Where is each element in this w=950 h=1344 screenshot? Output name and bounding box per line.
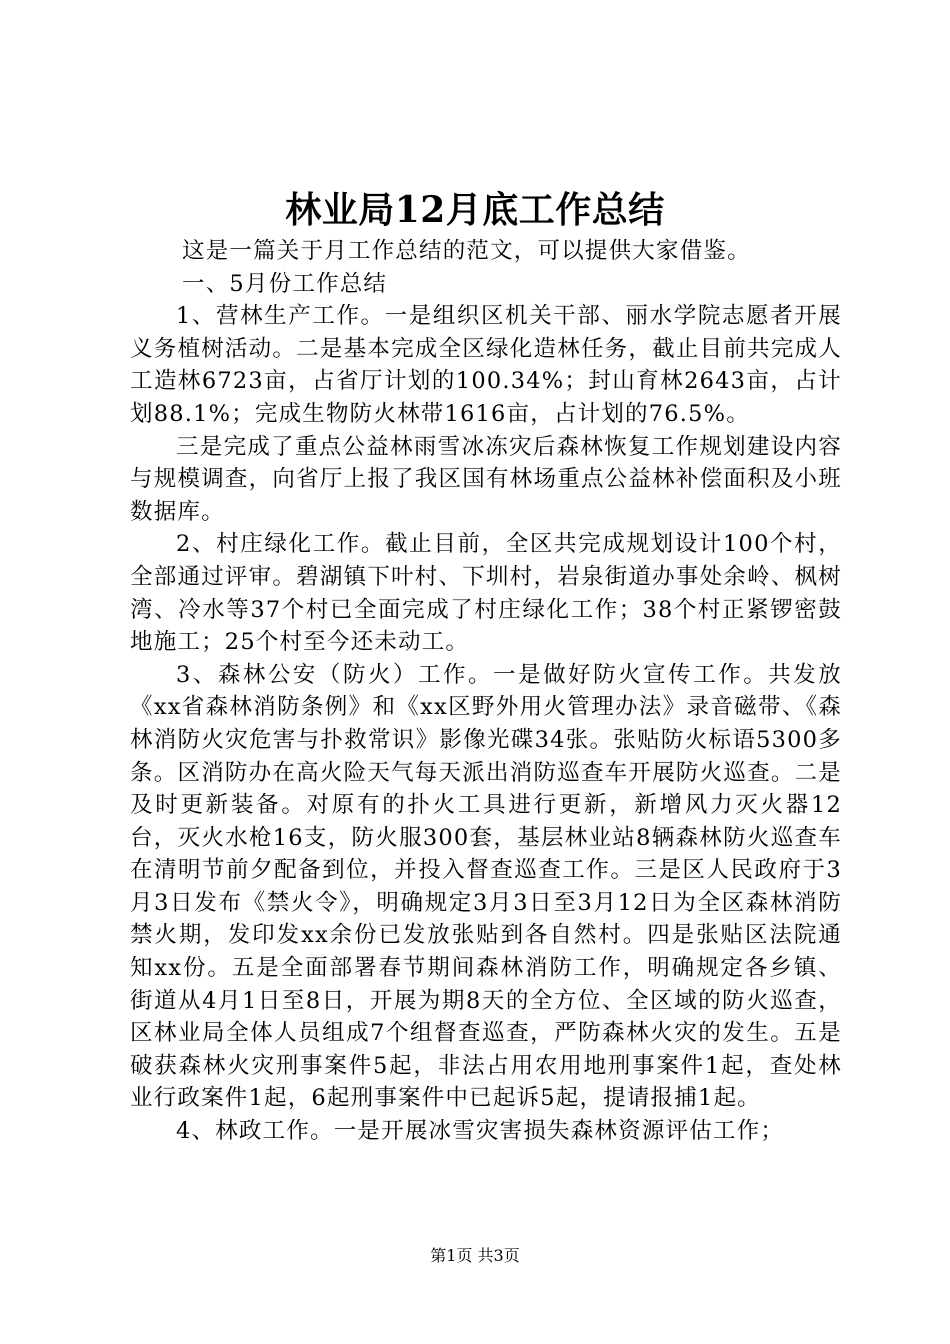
intro-paragraph: 这是一篇关于月工作总结的范文，可以提供大家借鉴。 [182,238,751,264]
document-title: 林业局12月底工作总结 [285,189,665,231]
body-paragraph-2: 三是完成了重点公益林雨雪冰冻灾后森林恢复工作规划建设内容与规模调查，向省厅上报了我区国有林场重点公益林补偿面积及小班数据库。 [130,433,842,525]
body-paragraph-4: 3、森林公安（防火）工作。一是做好防火宣传工作。共发放《xx省森林消防条例》和《xx区野外用火管理办法》录音磁带、《森林消防火灾危害与扑救常识》影像光碟34张。张贴防火标语5300多条。区消防办在高火险天气每天派出消防巡查车开展防火巡查。二是及时更新装备。对原有的扑火工具进行更新，新增风力灭火器12台，灭火水枪16支，防火服300套，基层林业站8辆森林防火巡查车在清明节前夕配备到位，并投入督查巡查工作。三是区人民政府于3月3日发布《禁火令》，明确规定3月3日至3月12日为全区森林消防禁火期，发印发xx余份已发放张贴到各自然村。四是张贴区法院通知xx份。五是全面部署春节期间森林消防工作，明确规定各乡镇、街道从4月1日至8日，开展为期8天的全方位、全区域的防火巡查，区林业局全体人员组成7个组督查巡查，严防森林火灾的发生。五是破获森林火灾刑事案件5起，非法占用农用地刑事案件1起，查处林业行政案件1起，6起刑事案件中已起诉5起，提请报捕1起。 [130,661,842,1112]
page-footer: 第1页 共3页 [430,1246,520,1265]
document-body [130,235,842,1148]
body-paragraph-1: 1、营林生产工作。一是组织区机关干部、丽水学院志愿者开展义务植树活动。二是基本完成全区绿化造林任务，截止目前共完成人工造林6723亩，占省厅计划的100.34%；封山育林2643亩，占计划88.1%；完成生物防火林带1616亩，占计划的76.5%。 [130,303,842,427]
body-paragraph-3: 2、村庄绿化工作。截止目前，全区共完成规划设计100个村，全部通过评审。碧湖镇下叶村、下圳村，岩泉街道办事处余岭、枫树湾、冷水等37个村已全面完成了村庄绿化工作；38个村正紧锣密鼓地施工；25个村至今还未动工。 [130,531,842,656]
section-heading: 一、5月份工作总结 [182,270,388,297]
body-paragraph-5: 4、林政工作。一是开展冰雪灾害损失森林资源评估工作； [176,1118,785,1145]
